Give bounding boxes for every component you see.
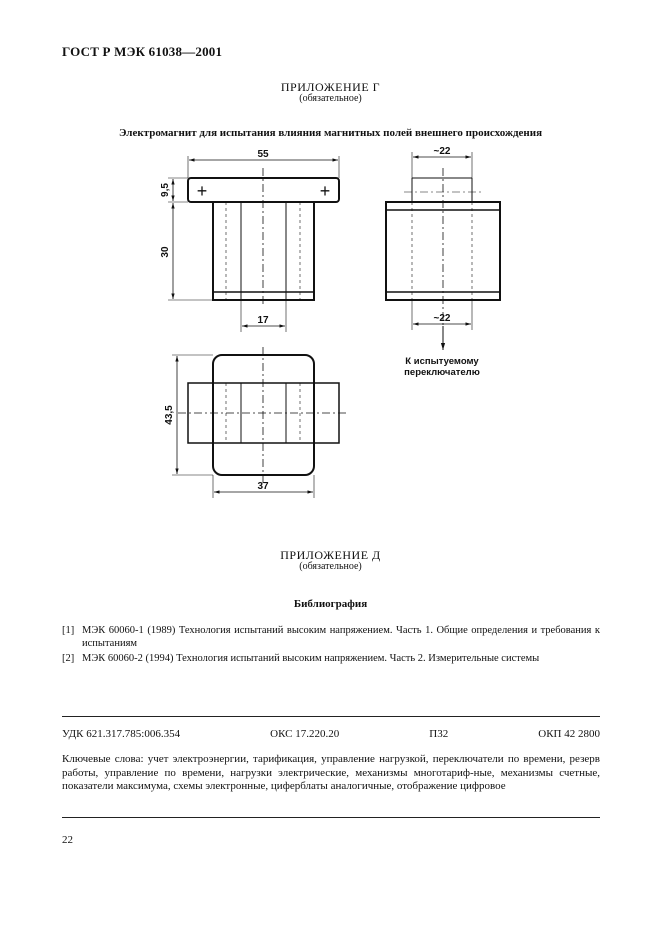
- appendix-g-title: ПРИЛОЖЕНИЕ Г: [280, 80, 381, 94]
- bibliography-item-text: МЭК 60060-2 (1994) Технология испытаний высоким напряжением. Часть 2. Измерительные системы: [82, 653, 540, 664]
- appendix-d-status: (обязательное): [299, 561, 362, 572]
- bibliography-item-text: МЭК 60060-1 (1989) Технология испытаний высоким напряжением. Часть 1. Общие определения и требования к испытаниям: [82, 625, 600, 649]
- keywords-text: Ключевые слова: учет электроэнергии, тарификация, управление нагрузкой, переключатели по времени, резерв работы, управление по времени, нагрузки электрические, механизмы многотариф-ные, механизмы счетные, показатели максимума, схемы электронные, циферблаты аналогичные, отображение цифровое: [62, 753, 600, 792]
- bibliography-item-number: [2]: [62, 653, 75, 664]
- plus-sign-right: +: [319, 181, 331, 201]
- appendix-g-status: (обязательное): [299, 93, 362, 104]
- front-flange: [188, 178, 339, 202]
- okp-code: ОКП 42 2800: [538, 728, 600, 740]
- oks-code: ОКС 17.220.20: [270, 728, 340, 740]
- udk-code: УДК 621.317.785:006.354: [62, 728, 181, 740]
- dim-label-9-5: 9,5: [160, 183, 171, 197]
- divider-top: [62, 716, 600, 717]
- arrow-note-line1: К испытуемому: [405, 356, 479, 367]
- divider-bottom: [62, 817, 600, 818]
- appendix-d-title: ПРИЛОЖЕНИЕ Д: [280, 548, 381, 562]
- bibliography-item: [62, 624, 600, 650]
- bibliography-item: [62, 652, 600, 665]
- dim-label-55: 55: [257, 149, 269, 160]
- plus-sign-left: +: [196, 181, 208, 201]
- group-code: П32: [429, 728, 449, 740]
- bibliography-list: [62, 624, 600, 667]
- plan-flange: [213, 355, 314, 475]
- bibliography-title: Библиография: [293, 598, 368, 610]
- classification-row: [62, 728, 600, 740]
- dim-label-side-bottom: ~22: [433, 313, 451, 324]
- bibliography-item-number: [1]: [62, 625, 75, 636]
- front-core-body: [213, 202, 314, 300]
- dim-label-37: 37: [257, 481, 269, 492]
- page-number: 22: [62, 834, 73, 846]
- figure-title: Электромагнит для испытания влияния магнитных полей внешнего происхождения: [118, 127, 543, 139]
- dim-label-17: 17: [257, 315, 269, 326]
- dim-label-43-5: 43,5: [164, 405, 175, 425]
- document-header: ГОСТ Р МЭК 61038—2001: [62, 44, 223, 59]
- dim-label-30: 30: [160, 246, 171, 258]
- arrow-note-line2: переключателю: [404, 367, 480, 378]
- dim-label-side-top: ~22: [433, 146, 451, 157]
